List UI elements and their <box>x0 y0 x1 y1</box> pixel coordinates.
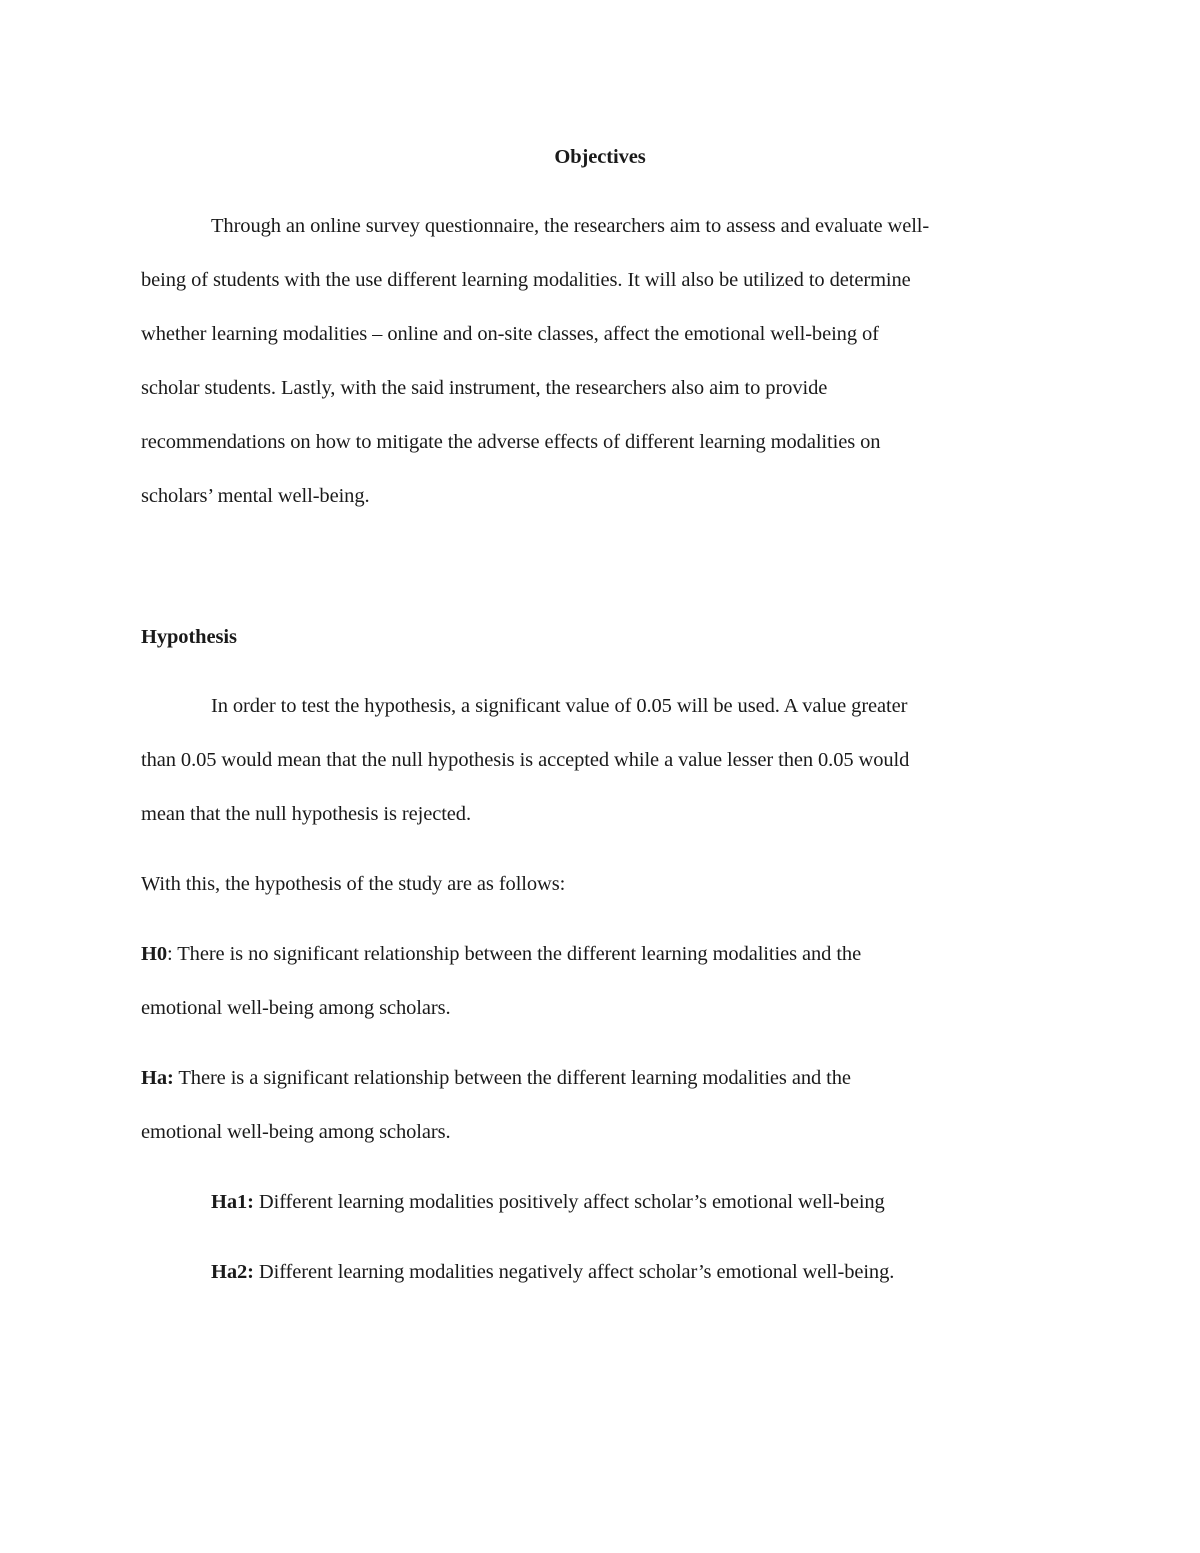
hypothesis-intro-line-2: than 0.05 would mean that the null hypothesis is accepted while a value lesser then 0.05 would <box>141 749 910 771</box>
objectives-line-4: scholar students. Lastly, with the said instrument, the researchers also aim to provide <box>141 377 828 399</box>
objectives-line-5: recommendations on how to mitigate the adverse effects of different learning modalities on <box>141 431 881 453</box>
ha1-text: Different learning modalities positively affect scholar’s emotional well-being <box>253 1191 885 1213</box>
ha-line-1 <box>141 1065 851 1091</box>
objectives-line-2: being of students with the use different learning modalities. It will also be utilized to determine <box>141 269 911 291</box>
ha1-label: Ha1: <box>211 1191 254 1213</box>
hypothesis-intro-line-1: In order to test the hypothesis, a significant value of 0.05 will be used. A value greater <box>211 695 908 717</box>
ha-line-2: emotional well-being among scholars. <box>141 1121 451 1143</box>
h0-text-1: : There is no significant relationship between the different learning modalities and the <box>167 943 862 965</box>
ha2-label: Ha2: <box>211 1261 254 1283</box>
objectives-line-3: whether learning modalities – online and on-site classes, affect the emotional well-being of <box>141 323 879 345</box>
hypothesis-heading: Hypothesis <box>141 626 237 648</box>
objectives-line-6: scholars’ mental well-being. <box>141 485 370 507</box>
h0-line-2: emotional well-being among scholars. <box>141 997 451 1019</box>
ha1-line <box>211 1189 885 1215</box>
ha-text-1: There is a significant relationship between the different learning modalities and the <box>173 1067 851 1089</box>
hypothesis-intro-line-3: mean that the null hypothesis is rejected. <box>141 803 471 825</box>
ha2-text: Different learning modalities negatively affect scholar’s emotional well-being. <box>253 1261 895 1283</box>
objectives-line-1: Through an online survey questionnaire, the researchers aim to assess and evaluate well- <box>211 215 930 237</box>
h0-label: H0 <box>141 943 167 965</box>
hypothesis-lead: With this, the hypothesis of the study are as follows: <box>141 873 566 895</box>
objectives-heading: Objectives <box>554 146 646 168</box>
ha2-line <box>211 1259 894 1285</box>
ha-label: Ha: <box>141 1067 174 1089</box>
h0-line-1 <box>141 941 861 967</box>
